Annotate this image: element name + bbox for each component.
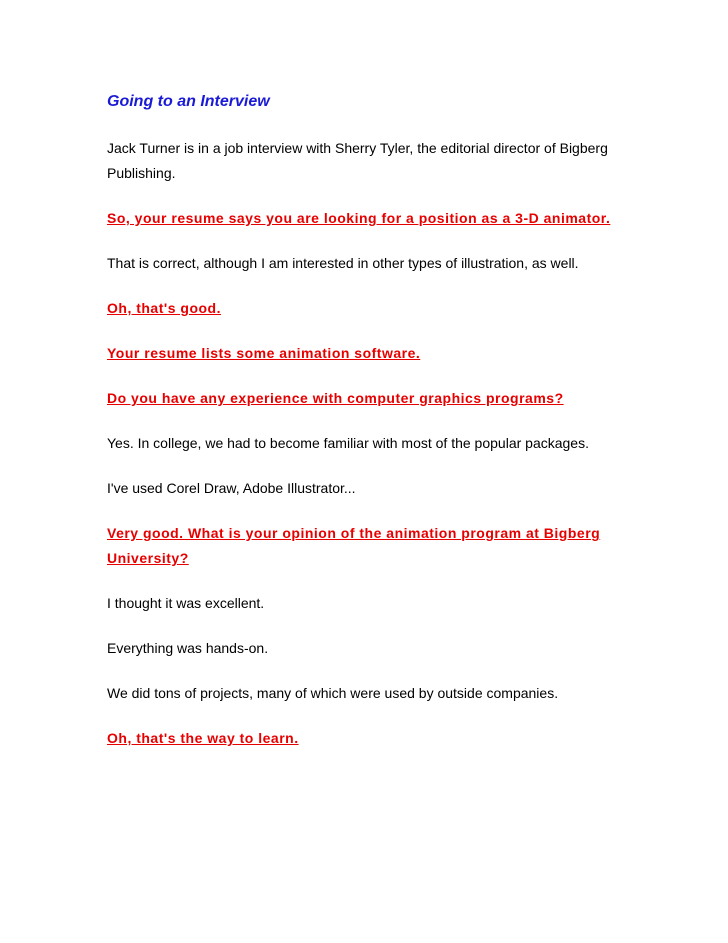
candidate-line: Everything was hands-on. [107,640,269,656]
candidate-line: I thought it was excellent. [107,595,265,611]
dialogue-body [107,136,667,751]
candidate-line: I've used Corel Draw, Adobe Illustrator... [107,480,356,496]
candidate-line: That is correct, although I am interested in other types of illustration, as well. [107,255,579,271]
interviewer-line: Oh, that's good. [107,300,221,316]
interviewer-line: Your resume lists some animation software. [107,345,421,361]
document-page [107,92,667,771]
interviewer-line: Do you have any experience with computer graphics programs? [107,390,564,406]
interviewer-line: Oh, that's the way to learn. [107,730,299,746]
narration-line: Jack Turner is in a job interview with Sherry Tyler, the editorial director of Bigberg Publishing. [107,140,608,181]
interviewer-line: Very good. What is your opinion of the animation program at Bigberg University? [107,525,601,566]
interviewer-line: So, your resume says you are looking for a position as a 3-D animator. [107,210,611,226]
candidate-line: We did tons of projects, many of which were used by outside companies. [107,685,559,701]
candidate-line: Yes. In college, we had to become familiar with most of the popular packages. [107,435,589,451]
document-title: Going to an Interview [107,93,270,110]
